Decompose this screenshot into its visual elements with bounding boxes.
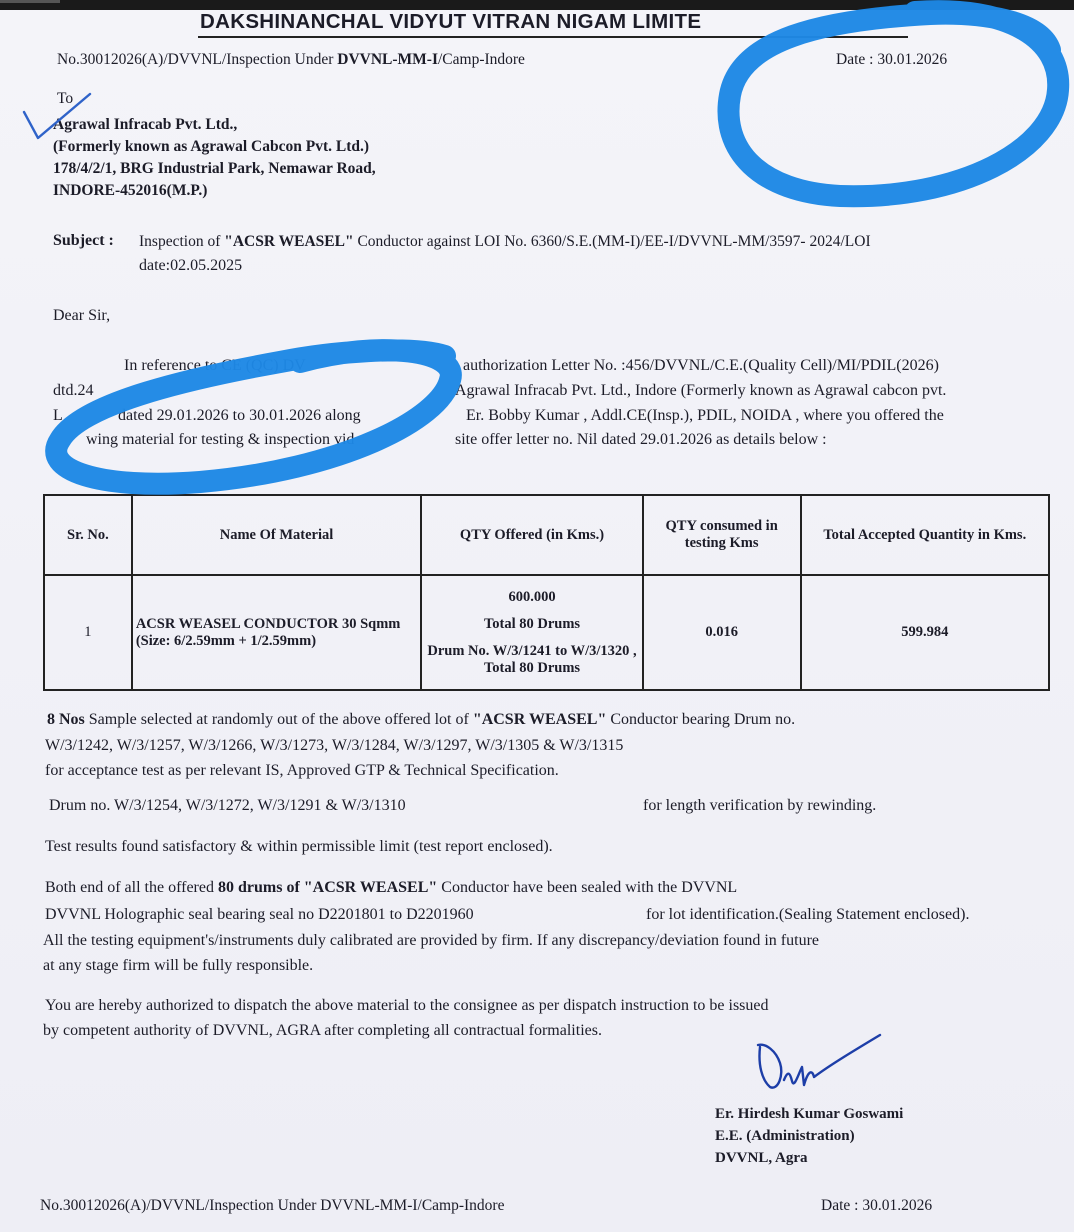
subject-line-1: Inspection of "ACSR WEASEL" Conductor against LOI No. 6360/S.E.(MM-I)/EE-I/DVVNL-MM/3597- 2024/LOI — [139, 233, 871, 250]
para1-fragment: site offer letter no. Nil dated 29.01.2026 as details below : — [455, 431, 827, 448]
total-drums: Total 80 Drums — [483, 615, 581, 632]
signatory-name: Er. Hirdesh Kumar Goswami — [715, 1106, 904, 1122]
sample-line-1 — [47, 711, 795, 729]
header-accepted: Total Accepted Quantity in Kms. — [801, 495, 1049, 575]
cell-accepted: 599.984 — [801, 575, 1049, 690]
reference-top: No.30012026(A)/DVVNL/Inspection Under DVVNL-MM-I/Camp-Indore — [57, 51, 525, 68]
to-label: To — [57, 90, 74, 107]
test-results: Test results found satisfactory & within permissible limit (test report enclosed). — [45, 838, 553, 855]
date-top: Date : 30.01.2026 — [836, 51, 948, 68]
date-bottom: Date : 30.01.2026 — [821, 1197, 933, 1214]
para1-fragment: Agrawal Infracab Pvt. Ltd., Indore (Formerly known as Agrawal cabcon pvt. — [455, 382, 947, 399]
sample-drums: W/3/1242, W/3/1257, W/3/1266, W/3/1273, W/3/1284, W/3/1297, W/3/1305 & W/3/1315 — [45, 737, 624, 754]
cell-sr: 1 — [44, 575, 132, 690]
para1-fragment: wing material for testing & inspection vid — [86, 431, 355, 448]
material-table — [43, 494, 1050, 691]
rewind-drums: Drum no. W/3/1254, W/3/1272, W/3/1291 & W/3/1310 — [49, 797, 406, 814]
sample-count: 8 Nos — [47, 711, 85, 728]
cell-material: ACSR WEASEL CONDUCTOR 30 Sqmm (Size: 6/2.59mm + 1/2.59mm) — [132, 575, 421, 690]
subject-label: Subject : — [53, 232, 114, 249]
dispatch-line-2: by competent authority of DVVNL, AGRA after completing all contractual formalities. — [43, 1022, 602, 1039]
addressee-block — [53, 114, 376, 202]
sample-text-2: Conductor bearing Drum no. — [610, 711, 796, 728]
reference-bottom: No.30012026(A)/DVVNL/Inspection Under DVVNL-MM-I/Camp-Indore — [40, 1197, 505, 1214]
header-material: Name Of Material — [132, 495, 421, 575]
seal-line-2a: DVVNL Holographic seal bearing seal no D2201801 to D2201960 — [45, 906, 474, 923]
addressee-line: INDORE-452016(M.P.) — [53, 182, 208, 199]
header-sr-no: Sr. No. — [44, 495, 132, 575]
cell-qty-offered — [421, 575, 643, 690]
signatory-office: DVVNL, Agra — [715, 1150, 808, 1166]
addressee-line: 178/4/2/1, BRG Industrial Park, Nemawar Road, — [53, 160, 376, 177]
para1-fragment: In reference to CE (QC) DV — [124, 357, 306, 374]
signatory-designation: E.E. (Administration) — [715, 1128, 855, 1144]
seal-text-c: Conductor have been sealed with the DVVNL — [441, 879, 738, 896]
seal-text-b: 80 drums of "ACSR WEASEL" — [217, 879, 438, 896]
organization-title: DAKSHINANCHAL VIDYUT VITRAN NIGAM LIMITE — [200, 10, 702, 33]
para1-fragment: Er. Bobby Kumar , Addl.CE(Insp.), PDIL, NOIDA , where you offered the — [466, 407, 944, 424]
para1-fragment: L — [53, 407, 63, 424]
top-edge — [0, 0, 1074, 10]
title-underline — [198, 36, 908, 38]
sample-purpose: for acceptance test as per relevant IS, Approved GTP & Technical Specification. — [45, 762, 559, 779]
para1-fragment: dated 29.01.2026 to 30.01.2026 along — [118, 407, 361, 424]
sample-product: "ACSR WEASEL" — [472, 711, 607, 728]
signatory-block — [715, 1103, 903, 1169]
seal-line-1 — [45, 879, 737, 897]
equipment-line-1: All the testing equipment's/instruments duly calibrated are provided by firm. If any discrepancy/deviation found in future — [43, 932, 820, 949]
header-qty-consumed: QTY consumed in testing Kms — [643, 495, 801, 575]
para1-fragment: authorization Letter No. :456/DVVNL/C.E.(Quality Cell)/MI/PDIL(2026) — [463, 357, 939, 374]
dispatch-line-1: You are hereby authorized to dispatch the above material to the consignee as per dispatch instruction to be issued — [45, 997, 769, 1014]
salutation: Dear Sir, — [53, 307, 111, 324]
table-header-row — [44, 495, 1049, 575]
seal-text-a: Both end of all the offered — [45, 879, 214, 896]
addressee-line: Agrawal Infracab Pvt. Ltd., — [53, 116, 238, 133]
addressee-line: (Formerly known as Agrawal Cabcon Pvt. Ltd.) — [53, 138, 370, 155]
table-row — [44, 575, 1049, 690]
rewind-purpose: for length verification by rewinding. — [643, 797, 877, 814]
para1-fragment: dtd.24 — [53, 382, 94, 399]
equipment-line-2: at any stage firm will be fully responsible. — [43, 957, 314, 974]
seal-line-2b: for lot identification.(Sealing Statement enclosed). — [646, 906, 970, 923]
signature — [740, 1025, 890, 1105]
cell-qty-consumed: 0.016 — [643, 575, 801, 690]
subject-line-2: date:02.05.2025 — [139, 257, 243, 274]
drum-range: Drum No. W/3/1241 to W/3/1320 , Total 80 Drums — [427, 642, 637, 676]
qty-value: 600.000 — [508, 588, 556, 605]
sample-text: Sample selected at randomly out of the above offered lot of — [88, 711, 469, 728]
header-qty-offered: QTY Offered (in Kms.) — [421, 495, 643, 575]
